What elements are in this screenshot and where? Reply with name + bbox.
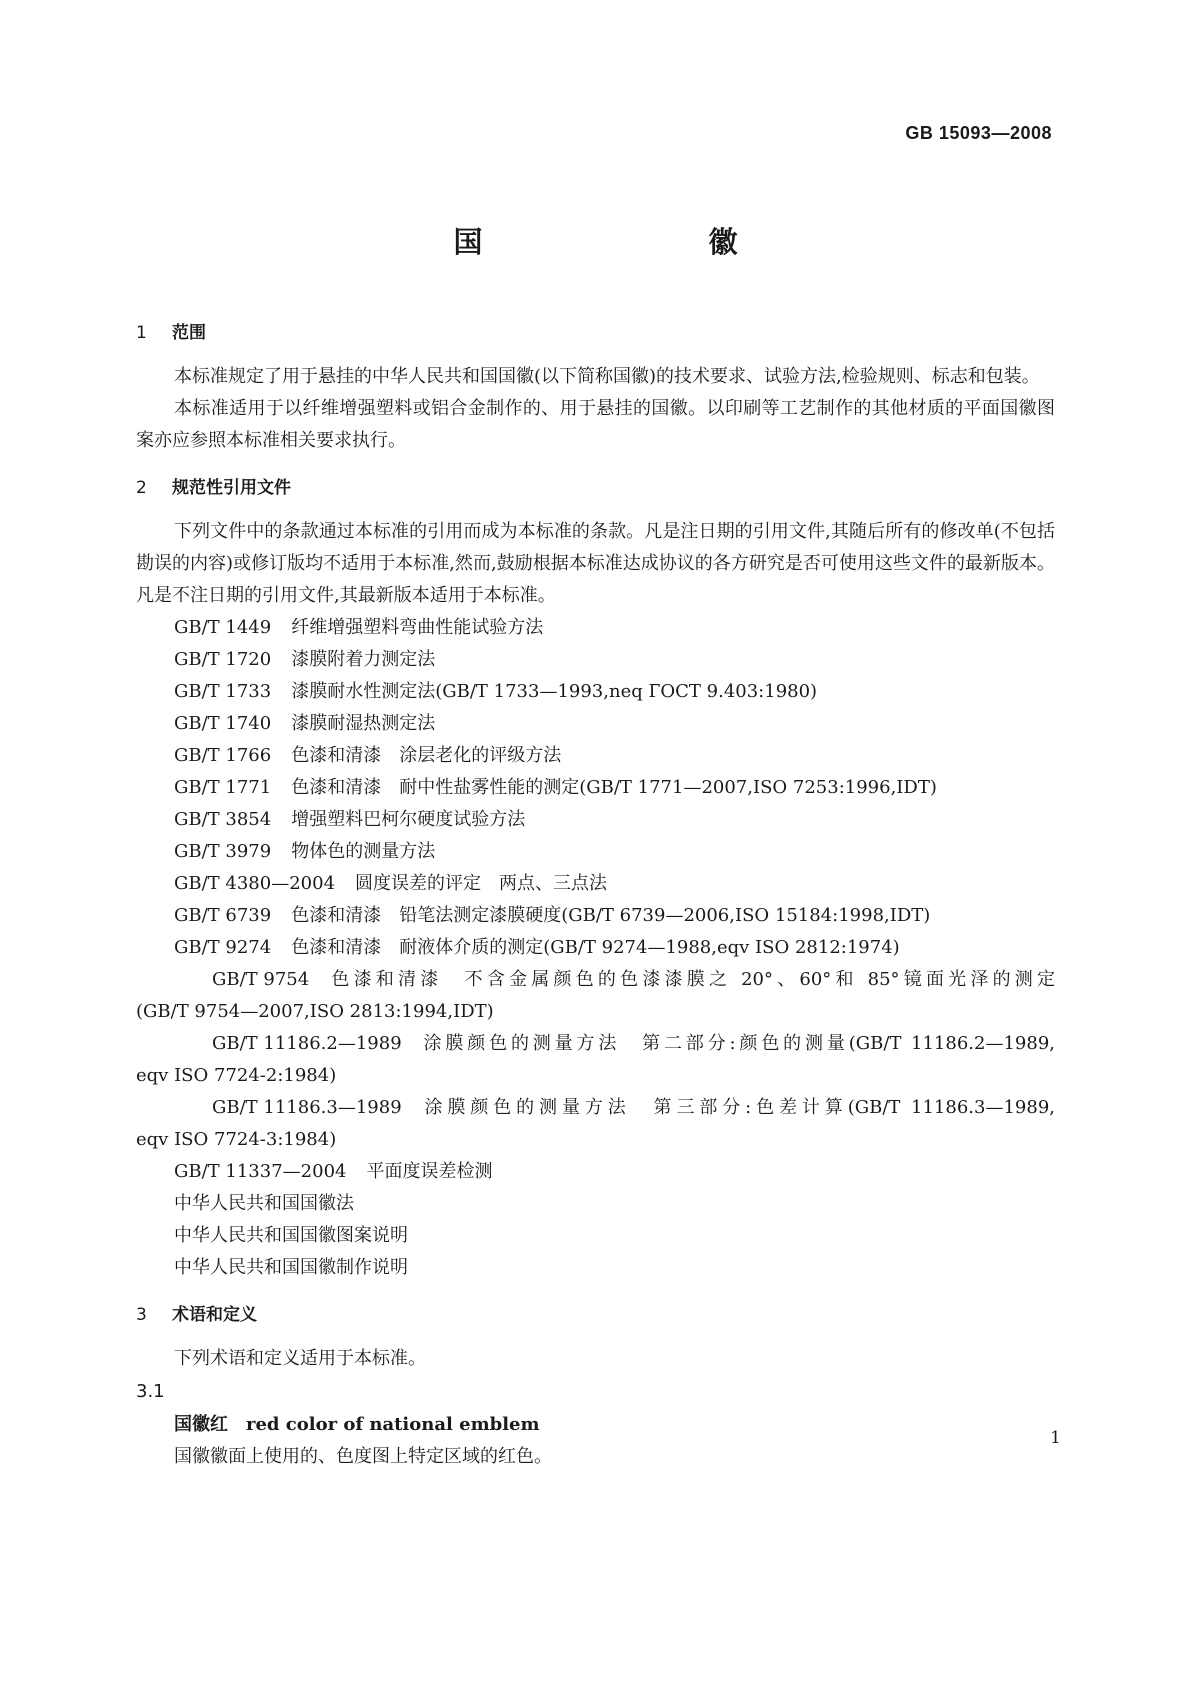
reference-title: 色漆和清漆 耐中性盐雾性能的测定(GB/T 1771—2007,ISO 7253:1996,IDT) bbox=[291, 777, 937, 798]
reference-code: GB/T 3979 bbox=[174, 841, 272, 862]
paragraph: 本标准适用于以纤维增强塑料或铝合金制作的、用于悬挂的国徽。以印刷等工艺制作的其他材质的平面国徽图案亦应参照本标准相关要求执行。 bbox=[136, 398, 1055, 451]
reference-code: GB/T 1733 bbox=[174, 681, 272, 702]
term-entry bbox=[136, 1409, 1055, 1441]
reference-code: GB/T 11186.3—1989 bbox=[212, 1097, 402, 1118]
reference-code: GB/T 1771 bbox=[174, 777, 272, 798]
reference-title: 物体色的测量方法 bbox=[291, 841, 436, 862]
reference-line bbox=[136, 1092, 1055, 1124]
reference-item bbox=[136, 932, 1055, 964]
reference-line bbox=[136, 964, 1055, 996]
reference-item bbox=[136, 964, 1055, 1028]
paragraph: 下列术语和定义适用于本标准。 bbox=[174, 1348, 426, 1369]
paragraph: 本标准规定了用于悬挂的中华人民共和国国徽(以下简称国徽)的技术要求、试验方法,检验规则、标志和包装。 bbox=[174, 366, 1040, 387]
reference-code: GB/T 1766 bbox=[174, 745, 272, 766]
term-chinese: 国徽红 bbox=[174, 1414, 228, 1435]
reference-item bbox=[136, 836, 1055, 868]
reference-item bbox=[136, 868, 1055, 900]
reference-item bbox=[136, 740, 1055, 772]
reference-code: GB/T 1449 bbox=[174, 617, 272, 638]
section-title: 术语和定义 bbox=[172, 1305, 257, 1325]
reference-code: GB/T 1740 bbox=[174, 713, 272, 734]
reference-continuation: eqv ISO 7724-3:1984) bbox=[136, 1129, 337, 1150]
reference-item bbox=[136, 1092, 1055, 1156]
reference-title: 漆膜耐水性测定法(GB/T 1733—1993,neq ГОСТ 9.403:1980) bbox=[291, 681, 818, 702]
document-title: 国 徽 bbox=[453, 225, 846, 259]
reference-list bbox=[136, 612, 1055, 1284]
reference-line bbox=[136, 1028, 1055, 1060]
reference-continuation: (GB/T 9754—2007,ISO 2813:1994,IDT) bbox=[136, 1001, 494, 1022]
reference-item bbox=[136, 804, 1055, 836]
reference-item bbox=[136, 1028, 1055, 1092]
reference-item bbox=[136, 900, 1055, 932]
reference-item bbox=[136, 644, 1055, 676]
section-2-heading bbox=[136, 472, 1055, 504]
reference-title: 漆膜耐湿热测定法 bbox=[291, 713, 436, 734]
page-number: 1 bbox=[1050, 1428, 1061, 1448]
section-title: 规范性引用文件 bbox=[172, 478, 291, 498]
section-title: 范围 bbox=[172, 323, 206, 343]
term-english: red color of national emblem bbox=[246, 1414, 540, 1435]
reference-item: 中华人民共和国国徽制作说明 bbox=[174, 1257, 408, 1278]
reference-code: GB/T 4380—2004 bbox=[174, 873, 336, 894]
reference-code: GB/T 11186.2—1989 bbox=[212, 1033, 402, 1054]
subsection-number: 3.1 bbox=[136, 1381, 165, 1402]
reference-item bbox=[136, 612, 1055, 644]
section-number: 1 bbox=[136, 323, 147, 343]
reference-title: 平面度误差检测 bbox=[366, 1161, 493, 1182]
term-definition: 国徽徽面上使用的、色度图上特定区域的红色。 bbox=[174, 1446, 552, 1467]
reference-code: GB/T 9274 bbox=[174, 937, 272, 958]
reference-item bbox=[136, 1156, 1055, 1188]
reference-title: 增强塑料巴柯尔硬度试验方法 bbox=[291, 809, 526, 830]
reference-code: GB/T 3854 bbox=[174, 809, 272, 830]
reference-code: GB/T 11337—2004 bbox=[174, 1161, 347, 1182]
reference-item bbox=[136, 708, 1055, 740]
section-number: 2 bbox=[136, 478, 147, 498]
reference-title: 色漆和清漆 不含金属颜色的色漆漆膜之 20°、60°和 85°镜面光泽的测定 bbox=[327, 969, 1055, 990]
section-3-heading bbox=[136, 1299, 1055, 1331]
reference-title: 圆度误差的评定 两点、三点法 bbox=[355, 873, 608, 894]
reference-item: 中华人民共和国国徽法 bbox=[174, 1193, 354, 1214]
reference-code: GB/T 1720 bbox=[174, 649, 272, 670]
reference-code: GB/T 9754 bbox=[212, 969, 310, 990]
reference-item bbox=[136, 772, 1055, 804]
reference-item bbox=[136, 676, 1055, 708]
reference-item: 中华人民共和国国徽图案说明 bbox=[174, 1225, 408, 1246]
reference-continuation: eqv ISO 7724-2:1984) bbox=[136, 1065, 337, 1086]
section-1-heading bbox=[136, 317, 1055, 349]
reference-title: 色漆和清漆 涂层老化的评级方法 bbox=[291, 745, 562, 766]
reference-title: 色漆和清漆 铅笔法测定漆膜硬度(GB/T 6739—2006,ISO 15184:1998,IDT) bbox=[291, 905, 931, 926]
reference-title: 纤维增强塑料弯曲性能试验方法 bbox=[291, 617, 544, 638]
section-number: 3 bbox=[136, 1305, 147, 1325]
document-body bbox=[136, 317, 1055, 1473]
reference-code: GB/T 6739 bbox=[174, 905, 272, 926]
reference-title: 涂膜颜色的测量方法 第二部分:颜色的测量(GB/T 11186.2—1989, bbox=[419, 1033, 1055, 1054]
paragraph: 下列文件中的条款通过本标准的引用而成为本标准的条款。凡是注日期的引用文件,其随后所有的修改单(不包括勘误的内容)或修订版均不适用于本标准,然而,鼓励根据本标准达成协议的各方研究是否可使用这些文件的最新版本。凡是不注日期的引用文件,其最新版本适用于本标准。 bbox=[136, 521, 1055, 606]
reference-title: 色漆和清漆 耐液体介质的测定(GB/T 9274—1988,eqv ISO 2812:1974) bbox=[291, 937, 900, 958]
standard-number: GB 15093—2008 bbox=[905, 123, 1052, 143]
reference-title: 涂膜颜色的测量方法 第三部分:色差计算(GB/T 11186.3—1989, bbox=[419, 1097, 1055, 1118]
reference-title: 漆膜附着力测定法 bbox=[291, 649, 436, 670]
